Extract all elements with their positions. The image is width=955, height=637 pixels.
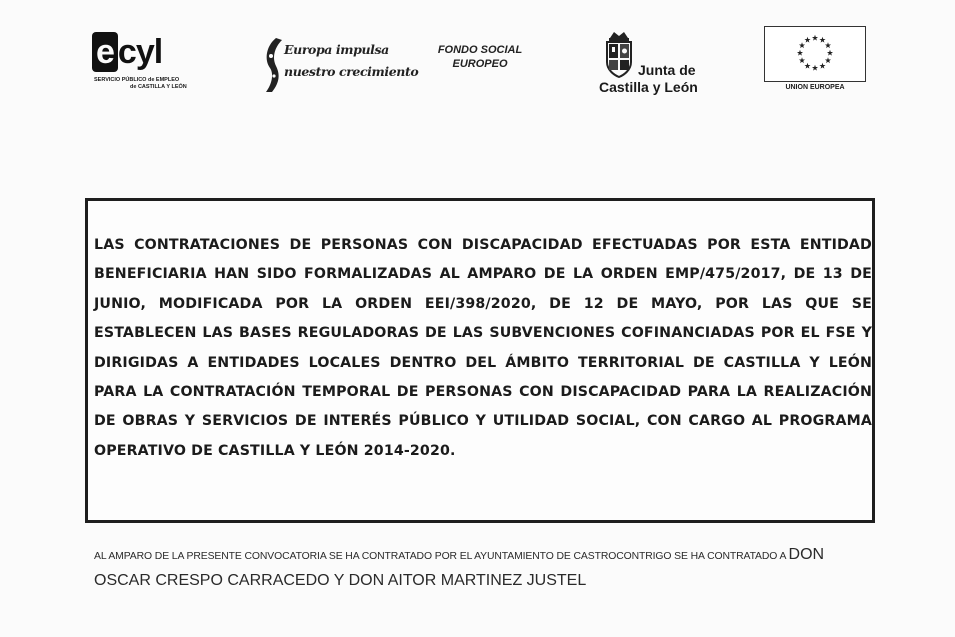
footer-names: OSCAR CRESPO CARRACEDO Y DON AITOR MARTINEZ JUSTEL	[94, 572, 587, 589]
eu-star-icon	[819, 37, 825, 43]
junta-line-1: Junta de	[638, 62, 696, 78]
eu-flag	[764, 26, 866, 82]
europa-line-2: nuestro crecimiento	[284, 64, 419, 79]
europa-impulsa-logo	[262, 34, 419, 94]
eu-star-icon	[799, 57, 805, 63]
eu-star-icon	[825, 57, 831, 63]
eu-stars-icon	[765, 27, 865, 81]
footer-don: DON	[788, 546, 825, 563]
europa-line-1: Europa impulsa	[284, 42, 389, 57]
eu-star-icon	[804, 37, 810, 43]
coat-of-arms-icon	[604, 30, 634, 78]
ecyl-wordmark	[92, 32, 162, 72]
eu-star-icon	[827, 50, 833, 56]
fondo-social-europeo-logo	[425, 43, 535, 71]
europa-swirl-icon	[262, 36, 284, 94]
ecyl-subtitle-1: SERVICIO PÚBLICO de EMPLEO	[94, 77, 180, 83]
fse-line-2: EUROPEO	[452, 58, 508, 70]
eu-star-icon	[799, 42, 805, 48]
eu-star-icon	[804, 63, 810, 69]
footer-small-text: AL AMPARO DE LA PRESENTE CONVOCATORIA SE HA CONTRATADO POR EL AYUNTAMIENTO DE CASTROCONTRIGO SE HA CONTRATADO A	[94, 551, 789, 562]
eu-logo	[764, 26, 866, 96]
junta-line-2: Castilla y León	[599, 79, 698, 95]
ecyl-logo	[92, 32, 212, 94]
ecyl-e-mark: e	[92, 32, 118, 72]
junta-castilla-leon-logo	[598, 30, 708, 94]
notice-text: LAS CONTRATACIONES DE PERSONAS CON DISCAPACIDAD EFECTUADAS POR ESTA ENTIDAD BENEFICIARIA HAN SIDO FORMALIZADAS AL AMPARO DE LA ORDEN EMP/475/2017, DE 13 DE JUNIO, MODIFICADA POR LA ORDEN EEI/398/2020, DE 12 DE MAYO, POR LAS QUE SE ESTABLECEN LAS BASES REGULADORAS DE LAS SUBVENCIONES COFINANCIADAS POR EL FSE Y DIRIGIDAS A ENTIDADES LOCALES DENTRO DEL ÁMBITO TERRITORIAL DE CASTILLA Y LEÓN PARA LA CONTRATACIÓN TEMPORAL DE PERSONAS CON DISCAPACIDAD PARA LA REALIZACIÓN DE OBRAS Y SERVICIOS DE INTERÉS PÚBLICO Y UTILIDAD SOCIAL, CON CARGO AL PROGRAMA OPERATIVO DE CASTILLA Y LEÓN 2014-2020.	[94, 237, 872, 459]
eu-star-icon	[819, 63, 825, 69]
eu-label: UNION EUROPEA	[785, 84, 845, 91]
eu-star-icon	[812, 65, 818, 71]
eu-star-icon	[825, 42, 831, 48]
ecyl-brand-text: cyl	[117, 33, 163, 71]
ecyl-subtitle-2: de CASTILLA Y LEÓN	[130, 84, 187, 90]
footer-statement	[94, 546, 894, 590]
eu-star-icon	[812, 35, 818, 41]
eu-star-icon	[797, 50, 803, 56]
fse-line-1: FONDO SOCIAL	[437, 44, 523, 56]
notice-box	[85, 198, 875, 523]
